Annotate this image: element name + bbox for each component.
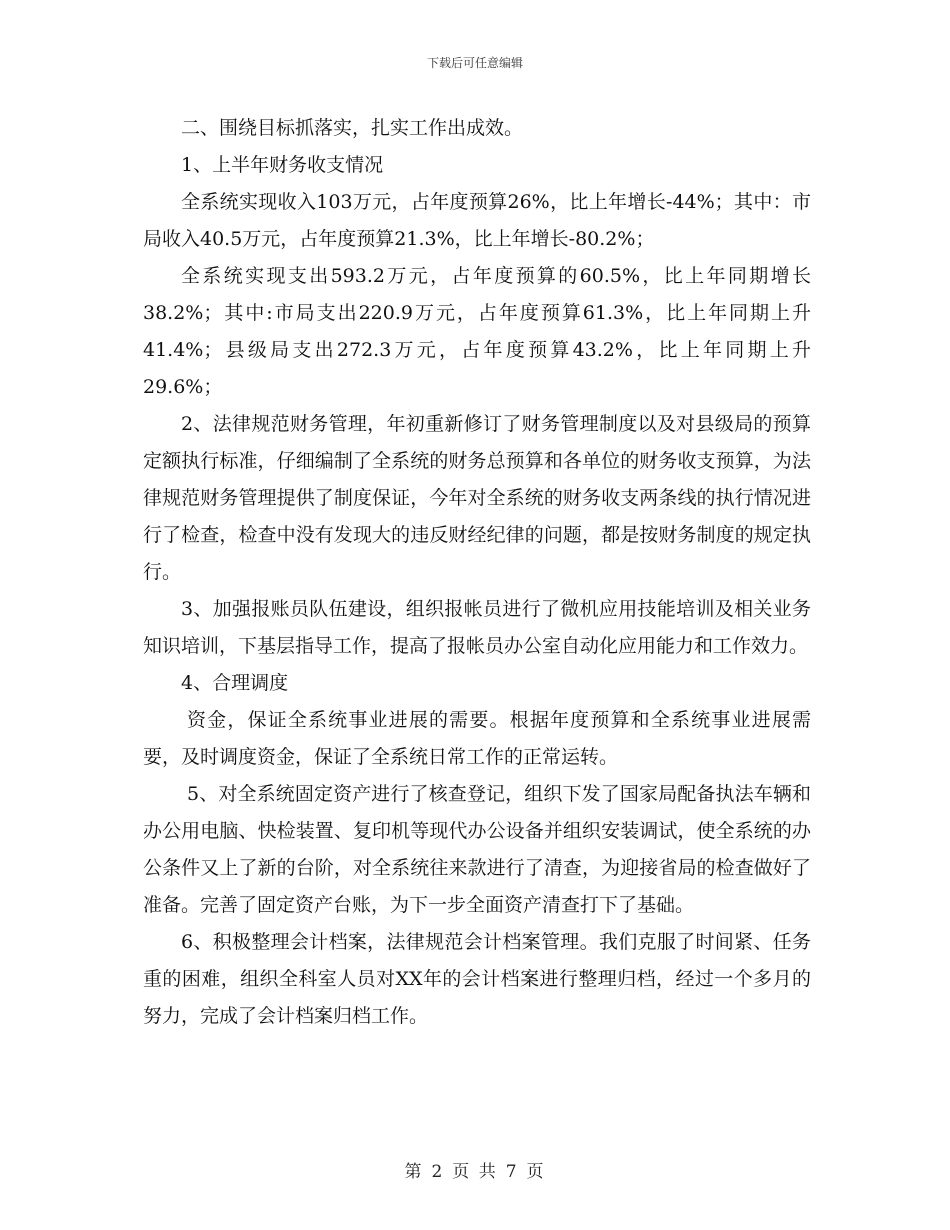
paragraph-item-2: 2、法律规范财务管理，年初重新修订了财务管理制度以及对县级局的预算定额执行标准，仔细编制了全系统的财务总预算和各单位的财务收支预算，为法律规范财务管理提供了制度保证，今年对全系统的财务收支两条线的执行情况进行了检查，检查中没有发现大的违反财经纪律的问题，都是按财务制度的规定执行。 [143, 413, 811, 583]
page-footer [0, 1157, 950, 1182]
footer-suffix: 页 [526, 1162, 546, 1182]
paragraph-funds: 资金，保证全系统事业进展的需要。根据年度预算和全系统事业进展需要，及时调度资金，保证了全系统日常工作的正常运转。 [143, 709, 811, 768]
subheading-1: 1、上半年财务收支情况 [181, 154, 384, 176]
subheading-4: 4、合理调度 [181, 672, 289, 694]
footer-total-pages: 7 [505, 1162, 519, 1182]
page-header: 下载后可任意编辑 [426, 56, 523, 70]
paragraph-item-5: 5、对全系统固定资产进行了核查登记，组织下发了国家局配备执法车辆和办公用电脑、快检装置、复印机等现代办公设备并组织安装调试，使全系统的办公条件又上了新的台阶，对全系统往来款进行了清查，为迎接省局的检查做好了准备。完善了固定资产台账，为下一步全面资产清查打下了基础。 [143, 783, 811, 916]
section-heading: 二、围绕目标抓落实，扎实工作出成效。 [181, 117, 524, 139]
footer-page-number: 2 [431, 1162, 445, 1182]
document-body [143, 110, 811, 1035]
paragraph-item-6: 6、积极整理会计档案，法律规范会计档案管理。我们克服了时间紧、任务重的困难，组织全科室人员对XX年的会计档案进行整理归档，经过一个多月的努力，完成了会计档案归档工作。 [143, 931, 811, 1027]
paragraph-expenditure: 全系统实现支出593.2万元，占年度预算的60.5%，比上年同期增长38.2%；其中:市局支出220.9万元，占年度预算61.3%，比上年同期上升41.4%；县级局支出272.3万元，占年度预算43.2%，比上年同期上升29.6%； [143, 265, 811, 398]
paragraph-income: 全系统实现收入103万元，占年度预算26%，比上年增长-44%；其中：市局收入40.5万元，占年度预算21.3%，比上年增长-80.2%； [143, 191, 811, 250]
paragraph-item-3: 3、加强报账员队伍建设，组织报帐员进行了微机应用技能培训及相关业务知识培训，下基层指导工作，提高了报帐员办公室自动化应用能力和工作效力。 [143, 598, 811, 657]
footer-prefix: 第 [404, 1162, 424, 1182]
footer-middle: 页 共 [452, 1162, 498, 1182]
